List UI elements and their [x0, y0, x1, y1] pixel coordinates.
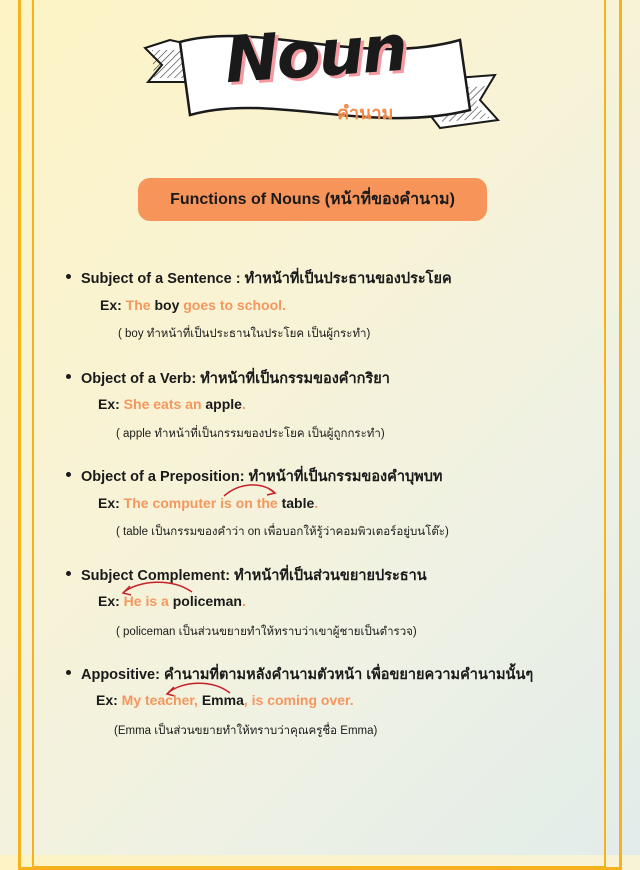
example-part: He is a [119, 593, 173, 609]
example-sentence [96, 692, 354, 708]
title-word: Noun [222, 11, 409, 99]
section-heading: Functions of Nouns (หน้าที่ของคำนาม) [170, 191, 455, 208]
example-part: She eats an [119, 396, 206, 412]
example-part: , is coming over. [243, 692, 354, 708]
example-label: Ex: [96, 692, 118, 708]
bullet [66, 670, 71, 675]
example-sentence [98, 593, 246, 609]
example-label: Ex: [100, 297, 122, 313]
example-sentence [100, 297, 286, 313]
item-heading: Object of a Preposition: ทำหน้าที่เป็นกรรมของคำบุพบท [81, 469, 443, 485]
example-part: . [241, 396, 246, 412]
example-part: The [121, 297, 155, 313]
example-keyword: apple [205, 396, 242, 412]
bullet [66, 571, 71, 576]
item-note: ( table เป็นกรรมของคำว่า on เพื่อบอกให้รู้ว่าคอมพิวเตอร์อยู่บนโต๊ะ) [116, 526, 449, 538]
item-note: ( apple ทำหน้าที่เป็นกรรมของประโยค เป็นผู้ถูกกระทำ) [116, 428, 385, 440]
example-part: goes to school. [179, 297, 286, 313]
example-sentence [98, 396, 246, 412]
item-note: ( boy ทำหน้าที่เป็นประธานในประโยค เป็นผู้กระทำ) [118, 328, 371, 340]
bullet [66, 472, 71, 477]
example-label: Ex: [98, 495, 120, 511]
item-note: (Emma เป็นส่วนขยายทำให้ทราบว่าคุณครูชื่อ Emma) [114, 725, 378, 737]
item-heading: Subject of a Sentence : ทำหน้าที่เป็นประธานของประโยค [81, 271, 452, 287]
example-part: . [314, 495, 319, 511]
example-part: . [241, 593, 246, 609]
example-label: Ex: [98, 396, 120, 412]
example-part: The computer is on the [119, 495, 282, 511]
item-heading: Subject Complement: ทำหน้าที่เป็นส่วนขยายประธาน [81, 568, 427, 584]
title-thai: คำนาม [337, 103, 394, 124]
example-label: Ex: [98, 593, 120, 609]
example-keyword: boy [154, 297, 180, 313]
example-keyword: policeman [172, 593, 242, 609]
bullet [66, 274, 71, 279]
section-heading-pill [138, 178, 487, 221]
example-part: My teacher, [117, 692, 202, 708]
example-sentence [98, 495, 318, 511]
item-note: ( policeman เป็นส่วนขยายทำให้ทราบว่าเขาผู้ชายเป็นตำรวจ) [116, 626, 417, 638]
example-keyword: table [281, 495, 315, 511]
item-heading: Appositive: คำนามที่ตามหลังคำนามตัวหน้า เพื่อขยายความคำนามนั้นๆ [81, 667, 534, 683]
example-keyword: Emma [201, 692, 244, 708]
item-heading: Object of a Verb: ทำหน้าที่เป็นกรรมของคำกริยา [81, 371, 390, 387]
bullet [66, 374, 71, 379]
